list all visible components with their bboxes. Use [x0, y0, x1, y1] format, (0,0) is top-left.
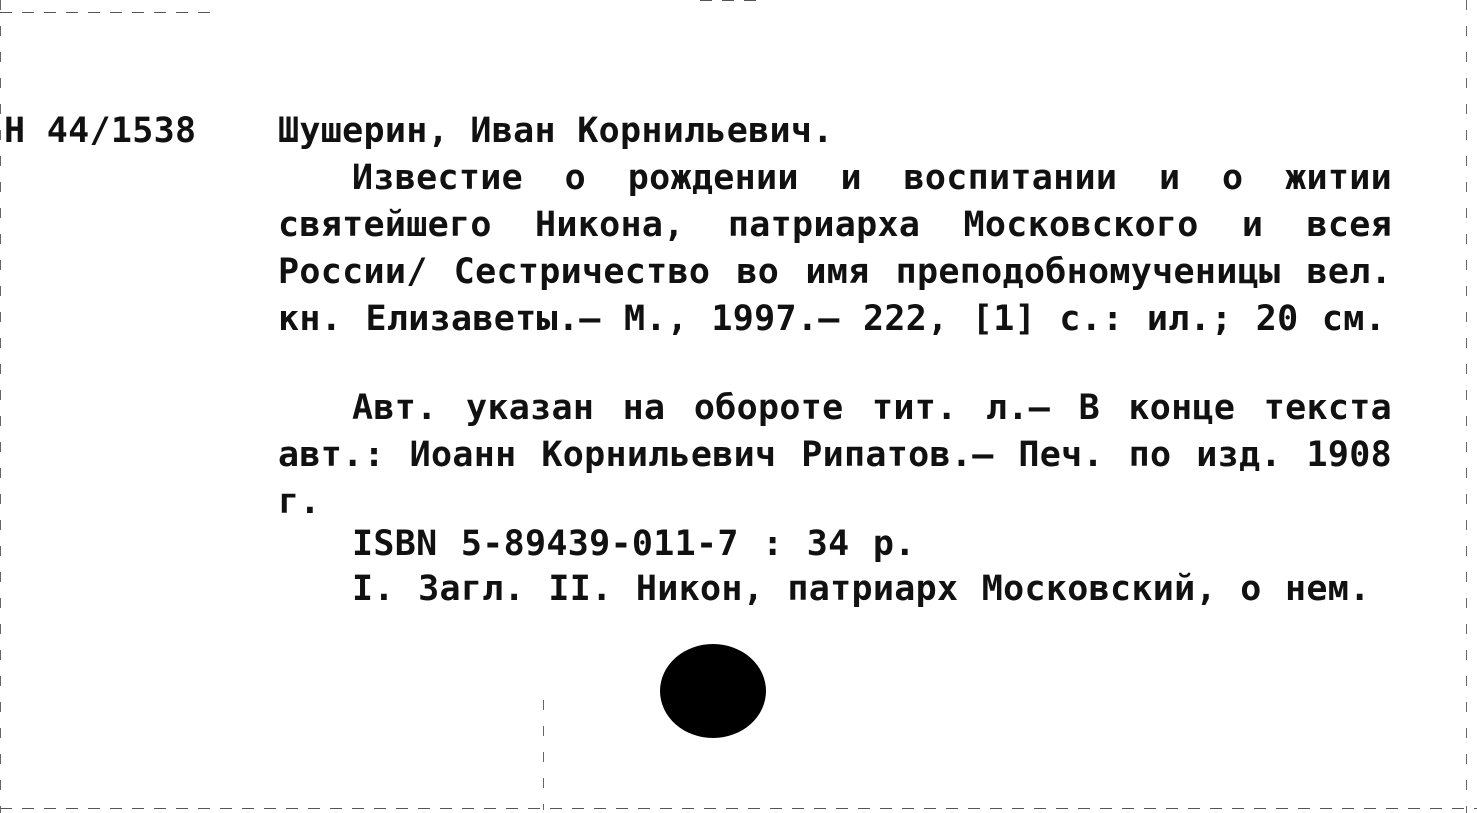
note: Авт. указан на обороте тит. л.— В конце текста авт.: Иоанн Корнильевич Рипатов.— Печ. по изд. 1908 г. [278, 388, 1392, 522]
card-edge-bottom [0, 808, 1477, 809]
card-crease [543, 700, 544, 810]
card-border-right [1466, 0, 1467, 813]
card-edge-top-left [0, 12, 210, 13]
punch-hole [660, 644, 766, 738]
tracings: I. Загл. II. Никон, патриарх Московский, о нем. [352, 569, 1371, 609]
card-edge-top-mid [700, 0, 760, 1]
isbn-price: ISBN 5-89439-011-7 : 34 р. [352, 524, 916, 564]
title-description: Известие о рождении и воспитании и о житии святейшего Никона, патриарха Московского и всея России/ Сестричество во имя преподобномученицы вел. кн. Елизаветы.— М., 1997.— 222, [1] с.: ил.; 20 см. [278, 158, 1392, 339]
card-border-left [0, 0, 1, 813]
shelfmark: Н 44/1538 [4, 111, 197, 151]
author-heading: Шушерин, Иван Корнильевич. [278, 111, 834, 151]
